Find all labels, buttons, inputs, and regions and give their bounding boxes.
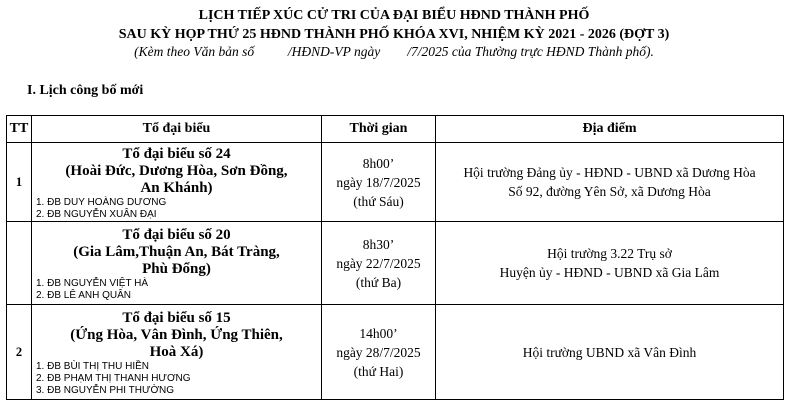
- time-cell: 8h00’ ngày 18/7/2025 (thứ Sáu): [322, 143, 436, 222]
- member-list: [32, 278, 321, 302]
- group-name: Tổ đại biểu số 15 (Ứng Hòa, Vân Đình, Ứng Thiên, Hoà Xá): [70, 309, 283, 360]
- column-header-time: Thời gian: [322, 116, 436, 143]
- list-item: 1. ĐB BÙI THỊ THU HIỀN: [36, 360, 149, 372]
- document-subtitle: SAU KỲ HỌP THỨ 25 HĐND THÀNH PHỐ KHÓA XVI, NHIỆM KỲ 2021 - 2026 (ĐỢT 3): [118, 27, 670, 42]
- table-row: [7, 143, 784, 222]
- table-header-row: [7, 116, 784, 143]
- group-name: Tổ đại biểu số 24 (Hoài Đức, Dương Hòa, Sơn Đồng, An Khánh): [65, 145, 288, 196]
- row-number: [7, 222, 32, 305]
- time-cell: 8h30’ ngày 22/7/2025 (thứ Ba): [322, 222, 436, 305]
- member-list: [32, 361, 321, 397]
- location-cell: Hội trường 3.22 Trụ sở Huyện ủy - HĐND - UBND xã Gia Lâm: [436, 222, 784, 305]
- row-number: 2: [7, 305, 32, 400]
- list-item: 1. ĐB NGUYỄN VIỆT HÀ: [36, 277, 149, 289]
- column-header-location: Địa điểm: [436, 116, 784, 143]
- group-cell: [32, 143, 322, 222]
- schedule-table: [6, 115, 784, 400]
- list-item: 1. ĐB DUY HOÀNG DƯƠNG: [36, 196, 167, 208]
- group-cell: [32, 222, 322, 305]
- list-item: 2. ĐB PHẠM THỊ THANH HƯƠNG: [36, 372, 191, 384]
- time-cell: 14h00’ ngày 28/7/2025 (thứ Hai): [322, 305, 436, 400]
- column-header-tt: TT: [7, 116, 32, 143]
- column-header-group: Tổ đại biểu: [32, 116, 322, 143]
- member-list: [32, 197, 321, 221]
- row-number: 1: [7, 143, 32, 222]
- group-name: Tổ đại biểu số 20 (Gia Lâm,Thuận An, Bát Tràng, Phù Đổng): [73, 226, 280, 277]
- document-title: LỊCH TIẾP XÚC CỬ TRI CỦA ĐẠI BIỂU HĐND THÀNH PHỐ: [198, 8, 590, 23]
- table-row: [7, 305, 784, 400]
- document-reference: (Kèm theo Văn bản số /HĐND-VP ngày /7/2025 của Thường trực HĐND Thành phố).: [134, 44, 654, 59]
- group-cell: [32, 305, 322, 400]
- table-row: [7, 222, 784, 305]
- section-title: I. Lịch công bố mới: [27, 83, 144, 98]
- list-item: 2. ĐB LÊ ANH QUÂN: [36, 289, 132, 301]
- location-cell: Hội trường Đảng ủy - HĐND - UBND xã Dương Hòa Số 92, đường Yên Sở, xã Dương Hòa: [436, 143, 784, 222]
- location-cell: Hội trường UBND xã Vân Đình: [436, 305, 784, 400]
- list-item: 2. ĐB NGUYỄN XUÂN ĐẠI: [36, 208, 157, 220]
- list-item: 3. ĐB NGUYỄN PHI THƯỜNG: [36, 384, 175, 396]
